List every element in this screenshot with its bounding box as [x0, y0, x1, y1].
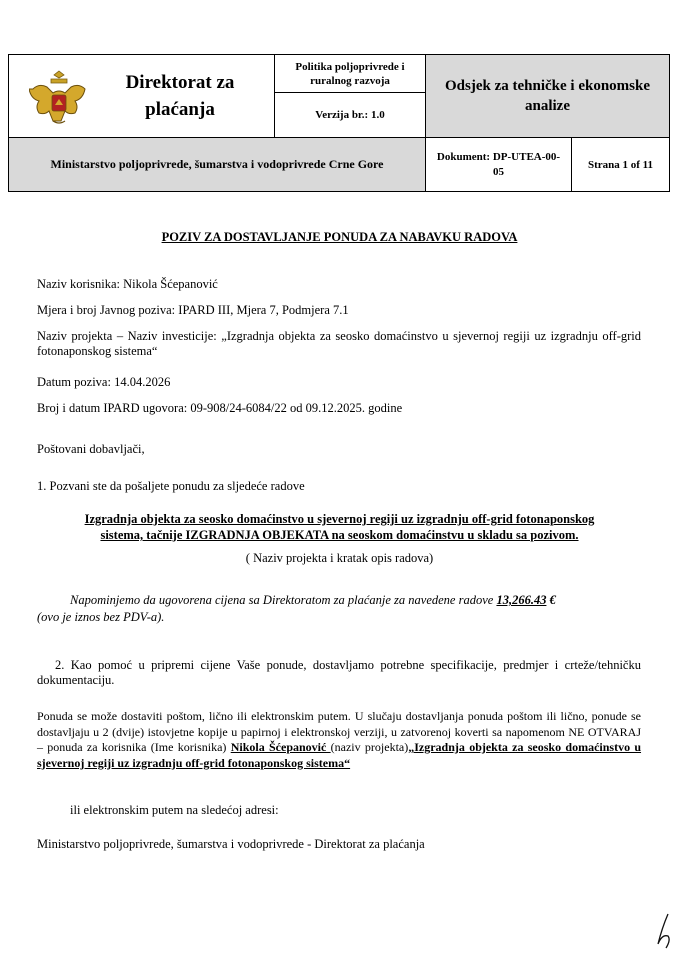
page-number-cell: Strana 1 of 11 — [587, 158, 654, 171]
beneficiary-name: Nikola Šćepanović — [230, 740, 331, 754]
paragraph-3-text: Ponuda se može dostaviti poštom, lično ili elektronskim putem. U slučaju dostavljanja ponuda poštom ili lično, ponude se dostavljaju u 2 (dvije) istovjetne kopije u papirnoj i elektronskoj verziji, u zatvorenoj koverti sa napomenom NE OTVARAJ – ponuda za korisnika (Ime korisnika) — [37, 709, 641, 754]
paragraph-3-mid: (naziv projekta) — [330, 740, 409, 754]
works-title-line-2: sistema, tačnije IZGRADNJA OBJEKATA na seoskom domaćinstvu u skladu sa pozivom. — [100, 528, 579, 542]
project-name: „Izgradnja objekta za seosko domaćinstvo u sjevernoj regiji uz izgradnju off-grid fotonaponskog sistema“ — [37, 740, 642, 770]
header-table — [8, 54, 670, 192]
price-note-text: Napominjemo da ugovorena cijena sa Direktoratom za plaćanje za navedene radove — [70, 593, 497, 607]
project-line: Naziv projekta – Naziv investicije: „Izgradnja objekta za seosko domaćinstvo u sjevernoj regiji uz izgradnju off-grid fotonaponskog sistema“ — [37, 329, 641, 358]
electronic-line: ili elektronskim putem na sledećoj adresi: — [70, 803, 279, 817]
version-cell: Verzija br.: 1.0 — [275, 93, 426, 138]
contract-line: Broj i datum IPARD ugovora: 09-908/24-6084/22 od 09.12.2025. godine — [37, 401, 403, 415]
address-line: Ministarstvo poljoprivrede, šumarstva i vodoprivrede - Direktorat za plaćanja — [37, 837, 425, 851]
logo-cell — [9, 55, 275, 138]
price-note — [70, 593, 556, 608]
beneficiary-line: Naziv korisnika: Nikola Šćepanović — [37, 277, 218, 291]
department-cell: Odsjek za tehničke i ekonomske analize — [426, 55, 669, 138]
page-title: POZIV ZA DOSTAVLJANJE PONUDA ZA NABAVKU RADOVA — [161, 230, 518, 244]
measure-line: Mjera i broj Javnog poziva: IPARD III, Mjera 7, Podmjera 7.1 — [37, 303, 349, 317]
date-line: Datum poziva: 14.04.2026 — [37, 375, 171, 389]
works-title-line-1: Izgradnja objekta za seosko domaćinstvo u sjevernoj regiji uz izgradnju off-grid fotonaponskog — [84, 512, 595, 526]
paragraph-3 — [37, 709, 641, 771]
works-caption: ( Naziv projekta i kratak opis radova) — [245, 551, 434, 565]
salutation: Poštovani dobavljači, — [37, 442, 145, 456]
paragraph-2: 2. Kao pomoć u pripremi cijene Vaše ponude, dostavljamo potrebne specifikacije, predmjer i crteže/tehničku dokumentaciju. — [37, 658, 641, 687]
paragraph-1: 1. Pozvani ste da pošaljete ponudu za sljedeće radove — [37, 479, 305, 493]
org-name: Direktorat za plaćanja — [125, 72, 235, 120]
price-currency: € — [546, 593, 556, 607]
policy-cell: Politika poljoprivrede i ruralnog razvoja — [275, 55, 426, 93]
price-amount: 13,266.43 — [496, 593, 547, 607]
coat-of-arms-icon — [29, 67, 89, 131]
ministry-cell: Ministarstvo poljoprivrede, šumarstva i vodoprivrede Crne Gore — [9, 138, 426, 191]
document-code-cell: Dokument: DP-UTEA-00-05 — [426, 138, 572, 191]
price-note-vat: (ovo je iznos bez PDV-a). — [37, 610, 165, 624]
signature-mark — [652, 912, 674, 952]
